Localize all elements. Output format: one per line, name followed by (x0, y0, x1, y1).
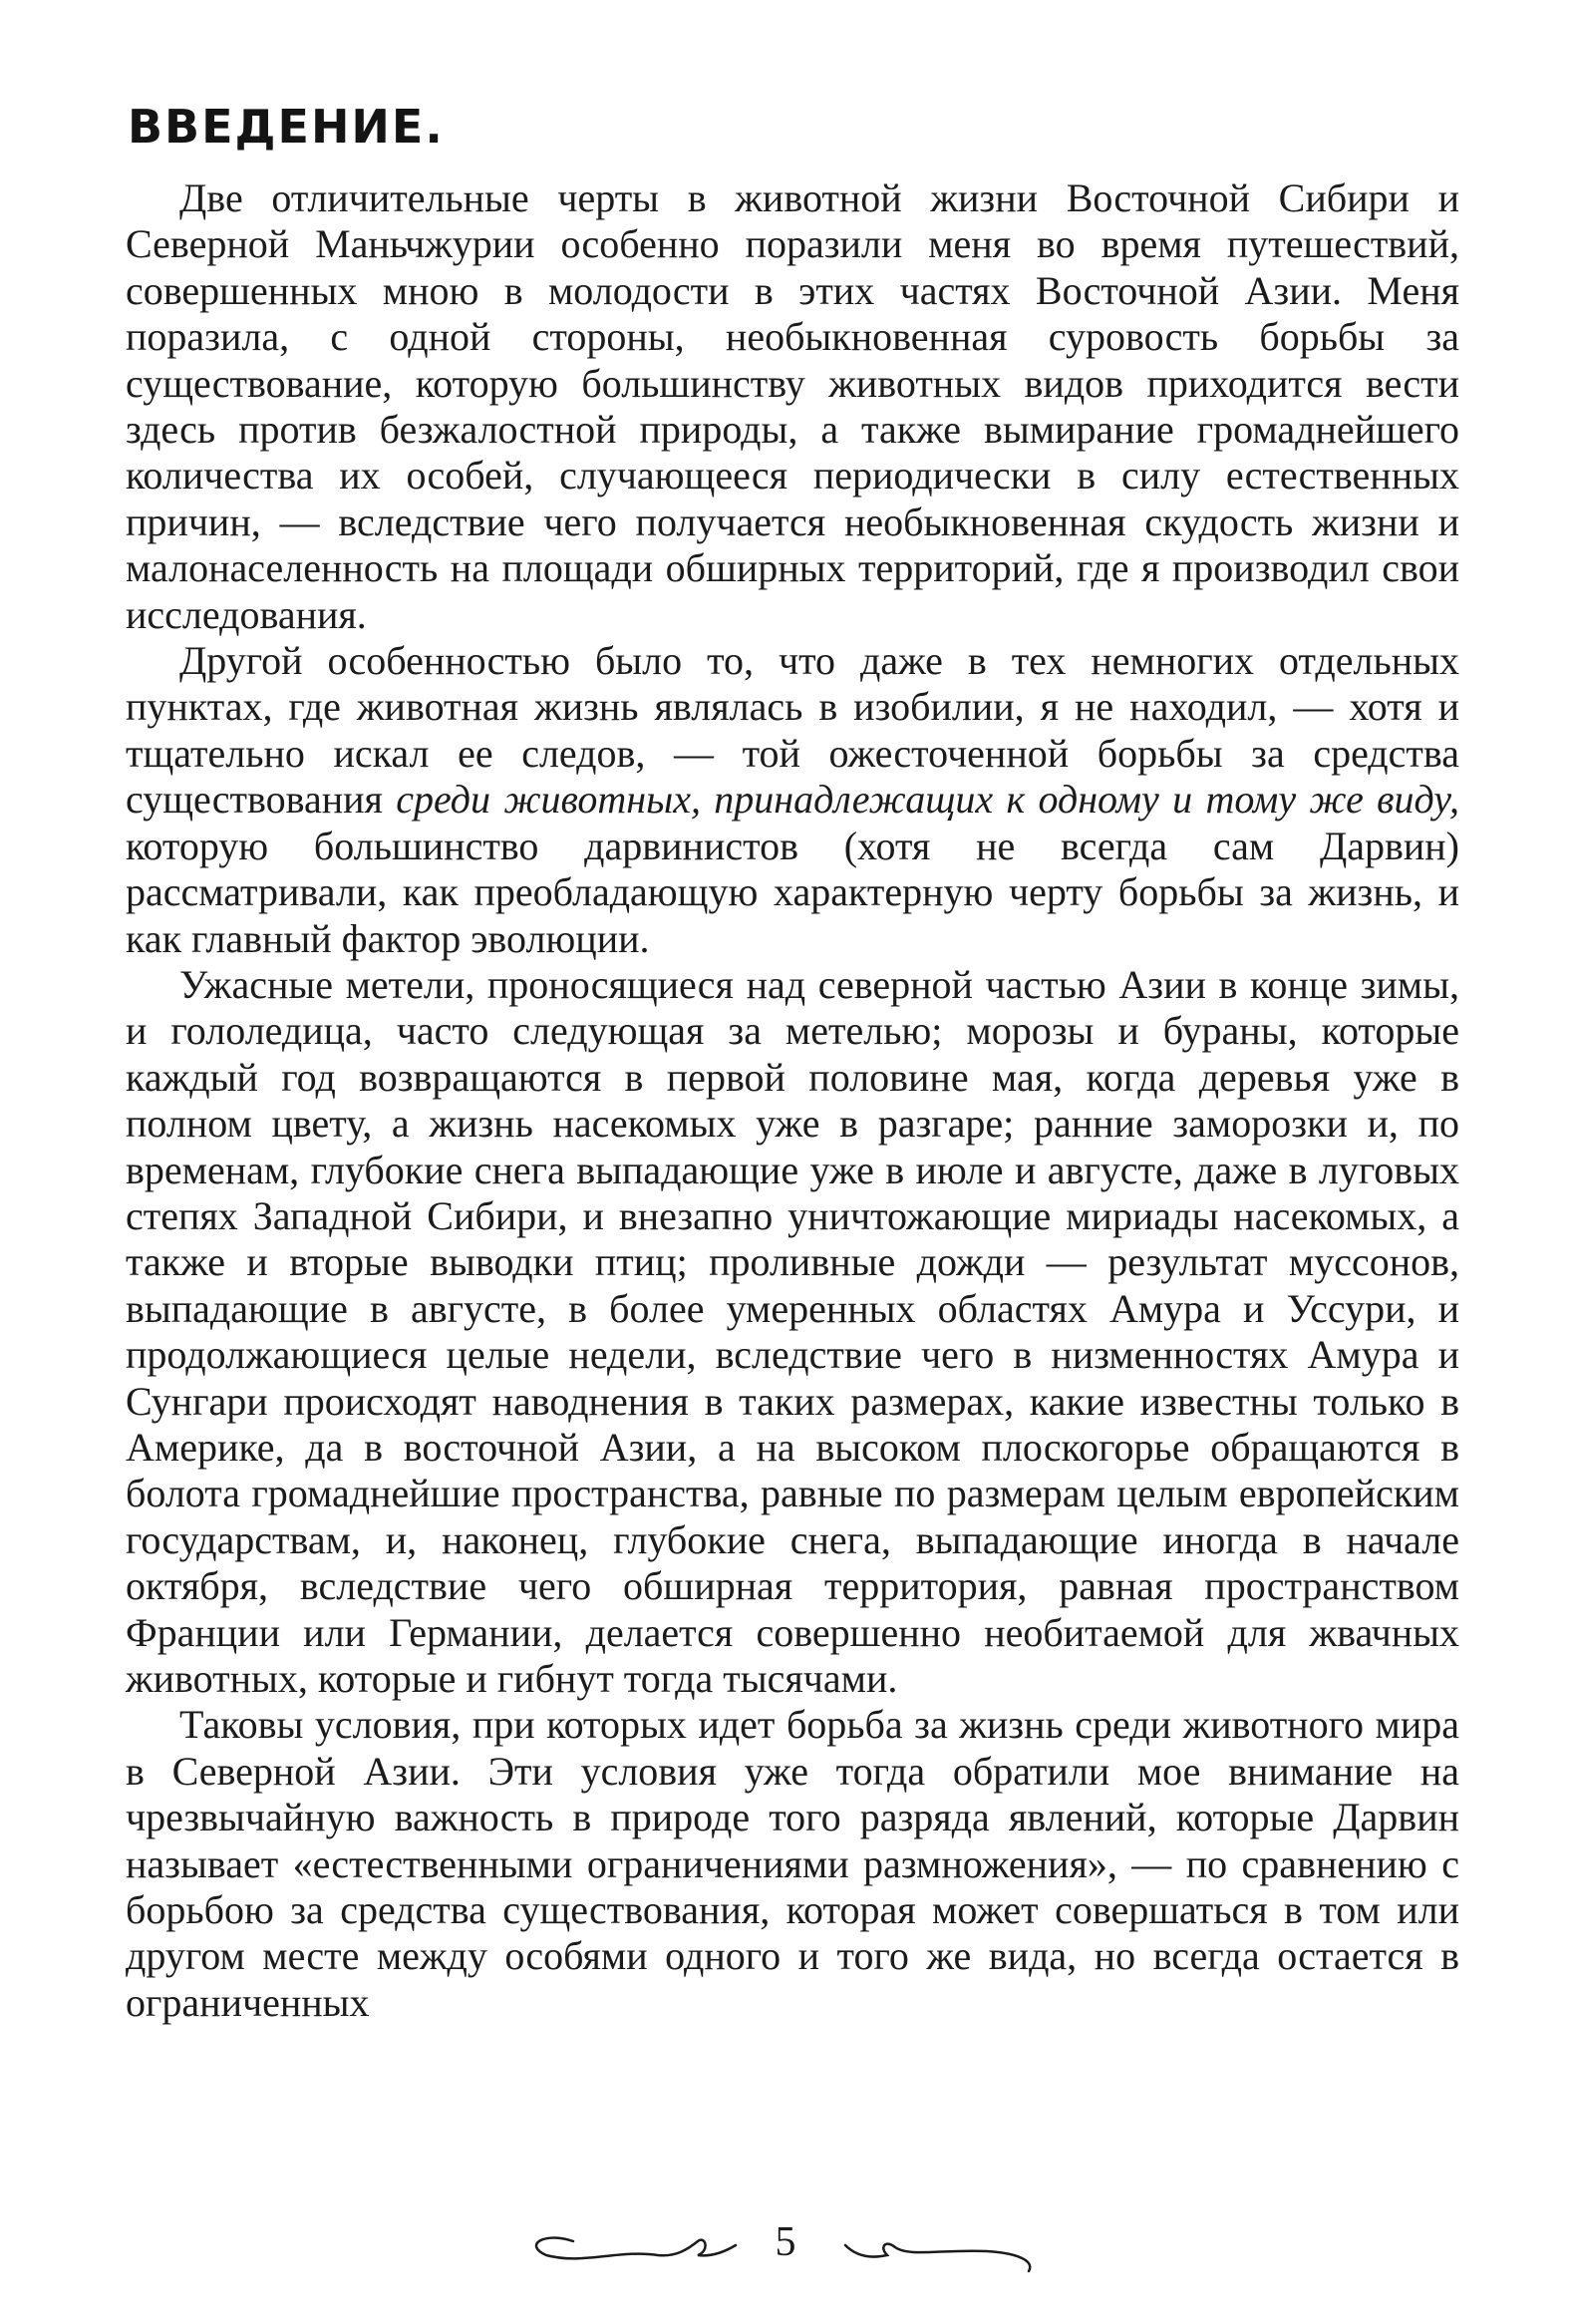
paragraph-2-italic-phrase: среди животных, принадлежащих к одному и тому же виду, (396, 777, 1459, 823)
paragraph-3-text: Ужасные метели, проносящиеся над северной частью Азии в конце зимы, и гололедица, часто следующая за метелью; морозы и бураны, которые каждый год возвращаются в первой половине мая, когда деревья уже в полном цвету, а жизнь насекомых уже в разгаре; ранние заморозки и, по временам, глубокие снега выпадающие уже в июле и августе, даже в луговых степях Западной Сибири, и внезапно уничтожающие мириады насекомых, а также и вторые выводки птиц; проливные дожди — результат муссонов, выпадающие в августе, в более умеренных областях Амура и Уссури, и продолжающиеся целые недели, вследствие чего в низменностях Амура и Сунгари происходят наводнения в таких размерах, какие известны только в Америке, да в восточной Азии, а на высоком плоскогорье обращаются в болота громаднейшие пространства, равные по размерам целым европейским государствам, и, наконец, глубокие снега, выпадающие иногда в начале октября, вследствие чего обширная территория, равная пространством Франции или Германии, делается совершенно необитаемой для жвачных животных, которые и гибнут тогда тысячами. (126, 961, 1459, 1701)
paragraph-2-text-before: Другой особенностью было то, что даже в тех немногих отдельных пунктах, где животная жизнь являлась в изобилии, я не находил, — хотя и тщательно искал ее следов, — той ожесточенной борьбы за средства существования (126, 638, 1459, 823)
paragraph-2-text-after: которую большинство дарвинистов (хотя не всегда сам Дарвин) рассматривали, как преобладающую характерную черту борьбы за жизнь, и как главный фактор эволюции. (126, 823, 1459, 961)
chapter-heading: ВВЕДЕНИЕ. (128, 100, 445, 154)
paragraph-4 (126, 1702, 1459, 2026)
paragraph-3 (126, 962, 1459, 1703)
paragraph-1-text: Две отличительные черты в животной жизни Восточной Сибири и Северной Маньчжурии особенно поразили меня во время путешествий, совершенных мною в молодости в этих частях Восточной Азии. Меня поразила, с одной стороны, необыкновенная суровость борьбы за существование, которую большинству животных видов приходится вести здесь против безжалостной природы, а также вымирание громаднейшего количества их особей, случающееся периодически в силу естественных причин, — вследствие чего получается необыкновенная скудость жизни и малонаселенность на площади обширных территорий, где я производил свои исследования. (126, 175, 1459, 637)
paragraph-1 (126, 175, 1459, 638)
left-ornament-swash (536, 2238, 736, 2259)
paragraph-4-text: Таковы условия, при которых идет борьба за жизнь среди животного мира в Северной Азии. Эти условия уже тогда обратили мое внимание на чрезвычайную важность в природе того разряда явлений, которые Дарвин называет «естественными ограничениями размножения», — по сравнению с борьбою за средства существования, которая может совершаться в том или другом месте между особями одного и того же вида, но всегда остается в ограниченных (126, 1702, 1459, 2025)
right-ornament-swash (845, 2244, 1030, 2271)
page-number: 5 (775, 2219, 796, 2265)
page-footer (0, 2215, 1571, 2275)
paragraph-2 (126, 638, 1459, 962)
chapter-body (126, 175, 1459, 2026)
